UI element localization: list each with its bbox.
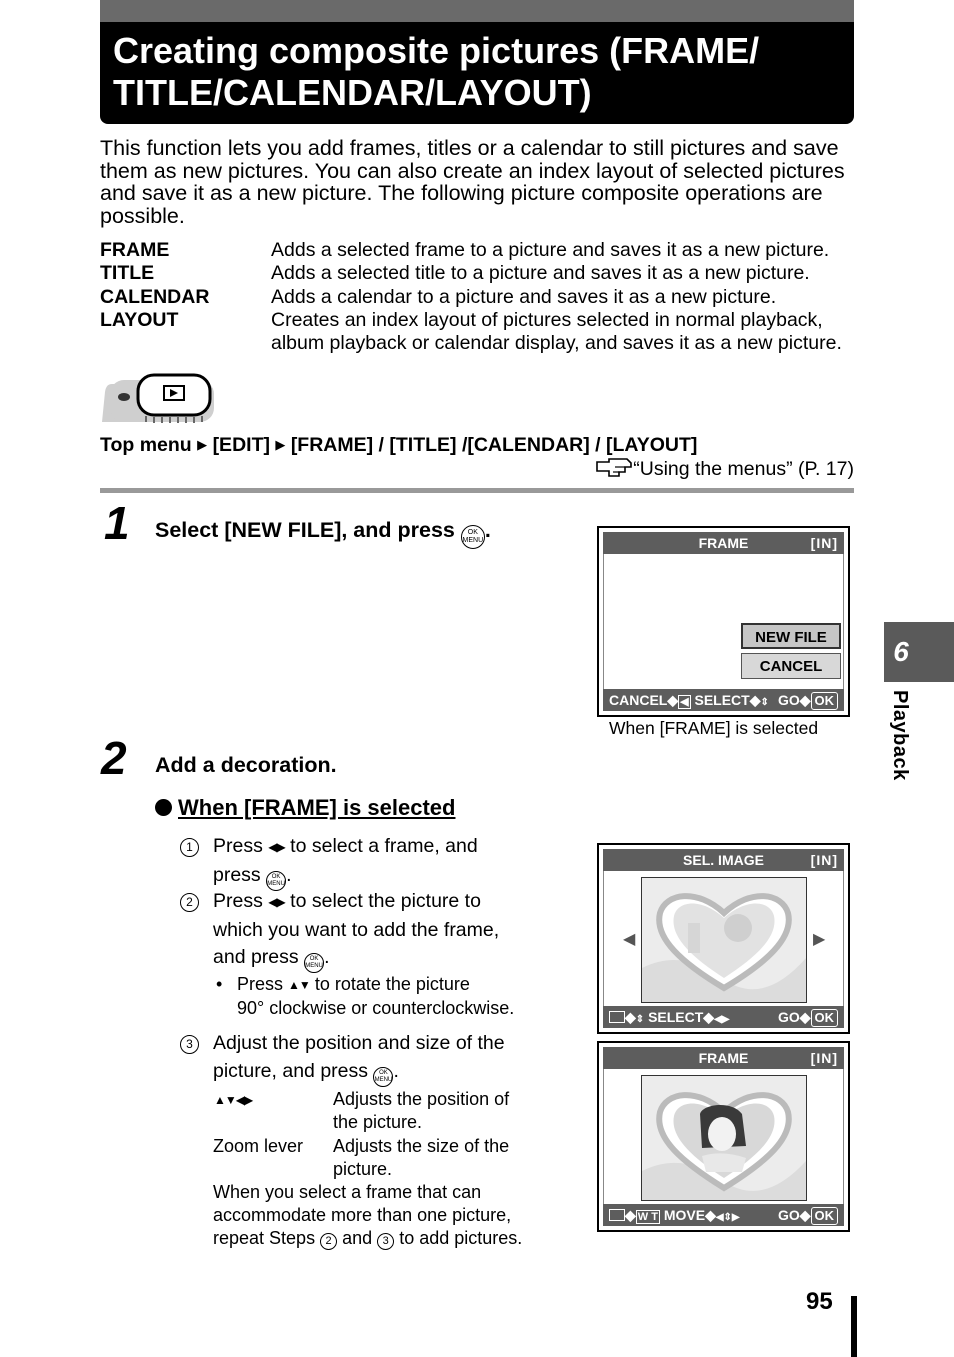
def-term-frame: FRAME [100, 239, 170, 261]
menu-path-options: [FRAME] / [TITLE] /[CALENDAR] / [LAYOUT] [290, 434, 698, 456]
frame-subheading-text: When [FRAME] is selected [178, 795, 456, 820]
frame-subheading [155, 795, 455, 821]
bullet-dot-icon [155, 799, 172, 816]
triangle-right-icon: ▶ [275, 437, 286, 452]
step-ref-3: 3 [377, 1233, 394, 1250]
new-file-option[interactable]: NEW FILE [741, 623, 841, 649]
intro-paragraph: This function lets you add frames, titles or a calendar to still pictures and save them as new pictures. You can also create an index layout of selected pictures and save it as a new picture. The following picture composite operations are possible. [100, 136, 845, 228]
lcd-title: SEL. IMAGE [683, 852, 764, 868]
lcd-title-bar [603, 532, 844, 554]
arrow-pad-desc: Adjusts the position of the picture. [333, 1089, 510, 1132]
page-title: Creating composite pictures (FRAME/ TITLE/CALENDAR/LAYOUT) [113, 30, 760, 113]
item-1-text: Press ◀▶ to select a frame, and press OK MENU. [213, 833, 553, 891]
memory-indicator: [IN] [810, 535, 838, 551]
heart-frame-image [642, 1076, 806, 1200]
multi-picture-note: When you select a frame that can accommodate more than one picture, repeat Steps 2 and 3 to add pictures. [213, 1182, 523, 1248]
heart-frame-image [642, 878, 806, 1002]
def-desc-layout: Creates an index layout of pictures selected in normal playback, album playback or calendar display, and saves it as a new picture. [271, 309, 842, 354]
lcd-footer-bar [603, 1204, 844, 1226]
item-2-text: Press ◀▶ to select the picture to which you want to add the frame, and press OK MENU. [213, 888, 553, 973]
item-3-text: Adjust the position and size of the picture, and press OK MENU. [213, 1030, 553, 1087]
page-number-bar [851, 1296, 857, 1357]
memory-indicator: [IN] [810, 852, 838, 868]
lcd-footer-left: ◆ W T MOVE◆◀⇕▶ [609, 1204, 740, 1229]
page-number: 95 [806, 1288, 833, 1315]
def-desc-title: Adds a selected title to a picture and saves it as a new picture. [271, 262, 810, 284]
def-term-calendar: CALENDAR [100, 286, 210, 308]
zoom-lever-desc: Adjusts the size of the picture. [333, 1136, 510, 1179]
item-3-marker: 3 [180, 1035, 199, 1054]
step-2-title: Add a decoration. [155, 753, 337, 777]
lcd-screen-frame-adjust [597, 1041, 850, 1232]
step-2-number: 2 [101, 732, 127, 784]
ok-menu-button-icon: OK MENU [461, 525, 485, 549]
lcd-inner-border [603, 532, 844, 711]
lcd-title: FRAME [698, 1050, 749, 1066]
lcd-title-bar [603, 1047, 844, 1069]
ok-menu-button-icon: OK MENU [304, 953, 324, 973]
menu-path-edit: [EDIT] [212, 434, 270, 456]
lcd-footer-bar [603, 1006, 844, 1028]
rotate-bullet-text: Press ▲▼ to rotate the picture 90° clockwise or counterclockwise. [237, 974, 515, 1018]
lcd-footer-bar [603, 689, 844, 711]
step-1-number: 1 [104, 497, 130, 549]
def-desc-frame: Adds a selected frame to a picture and saves it as a new picture. [271, 239, 830, 261]
section-divider [100, 488, 854, 493]
chapter-label: Playback [889, 690, 911, 781]
triangle-right-icon: ▶ [197, 437, 208, 452]
up-down-arrows-icon: ▲▼ [288, 978, 310, 992]
bullet-marker: • [216, 974, 223, 994]
lcd-footer-right: GO◆ OK [778, 1204, 838, 1226]
title-banner-strip [100, 0, 854, 22]
step-1-title-end: . [484, 518, 491, 542]
menu-reference-text: “Using the menus” (P. 17) [633, 458, 854, 480]
menu-reference [595, 457, 854, 481]
item-1-marker: 1 [180, 838, 199, 857]
chapter-number: 6 [893, 636, 909, 667]
screen-1-caption: When [FRAME] is selected [609, 718, 819, 738]
zoom-lever-term: Zoom lever [213, 1136, 304, 1156]
memory-indicator: [IN] [810, 1050, 838, 1066]
def-term-title: TITLE [100, 262, 155, 284]
step-1-title [155, 518, 491, 549]
lcd-footer-right: GO◆ OK [778, 689, 838, 711]
left-right-arrows-icon: ◀▶ [268, 840, 285, 854]
lcd-footer-right: GO◆ OK [778, 1006, 838, 1028]
lcd-footer-left: CANCEL◆ ◀ SELECT◆⇕ [609, 692, 769, 708]
def-desc-calendar: Adds a calendar to a picture and saves it as a new picture. [271, 286, 777, 308]
ok-menu-button-icon: OK MENU [373, 1067, 393, 1087]
item-2-marker: 2 [180, 893, 199, 912]
menu-path [100, 433, 860, 457]
arrow-pad-icon: ▲▼◀▶ [214, 1093, 253, 1107]
lcd-screen-select-image [597, 843, 850, 1034]
menu-path-top: Top menu [100, 434, 192, 456]
step-1-title-text: Select [NEW FILE], and press [155, 518, 455, 542]
lcd-title-bar [603, 849, 844, 871]
pointing-hand-icon [595, 458, 633, 478]
playback-mode-dial-icon [102, 372, 214, 426]
lcd-footer-left: ◆⇕ SELECT◆◀▶ [609, 1006, 729, 1031]
cancel-option[interactable]: CANCEL [741, 653, 841, 679]
left-arrow-icon[interactable]: ◀ [623, 931, 636, 948]
framed-picture-preview [641, 877, 807, 1003]
framed-picture-preview [641, 1075, 807, 1201]
step-ref-2: 2 [320, 1233, 337, 1250]
left-right-arrows-icon: ◀▶ [268, 895, 285, 909]
lcd-title: FRAME [698, 535, 749, 551]
ok-menu-button-icon: OK MENU [266, 871, 286, 891]
right-arrow-icon[interactable]: ▶ [813, 931, 826, 948]
lcd-screen-frame-menu [597, 526, 850, 717]
def-term-layout: LAYOUT [100, 309, 179, 331]
